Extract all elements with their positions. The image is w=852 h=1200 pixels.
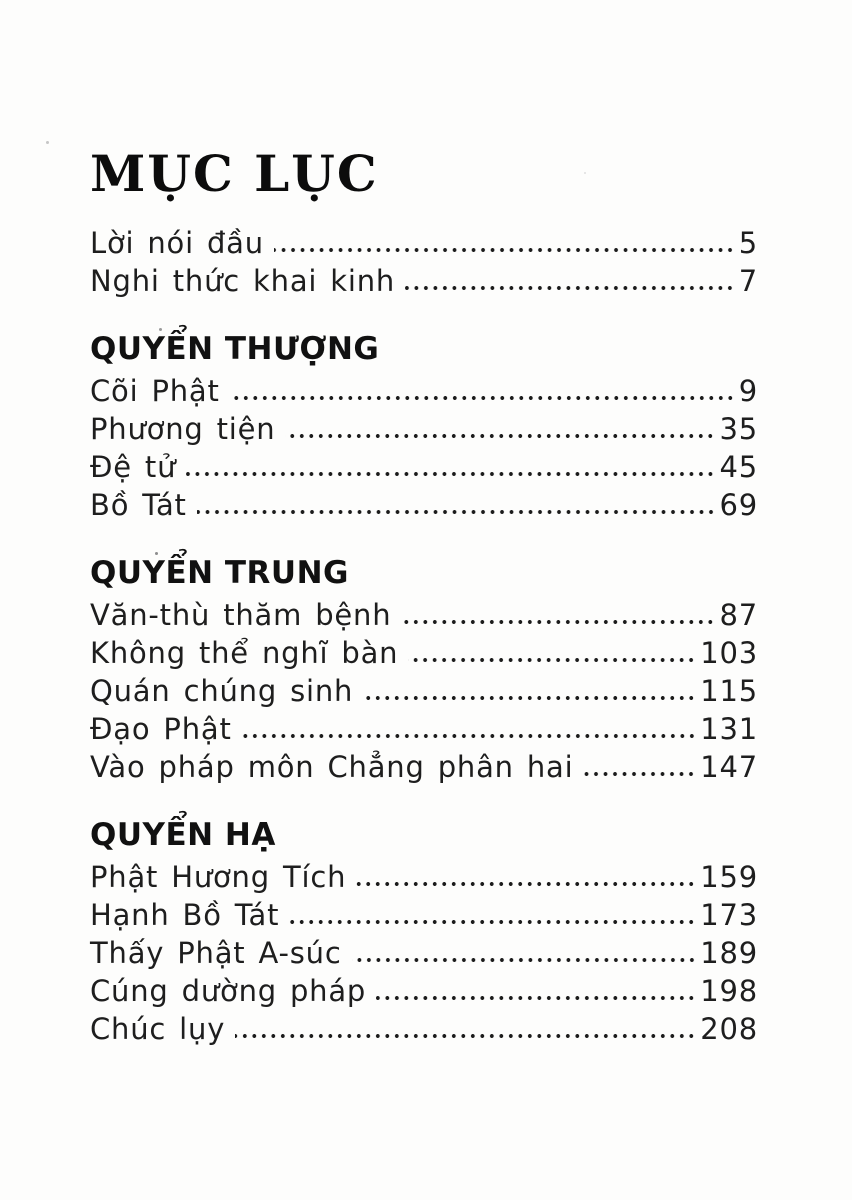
toc-entry-page: 208 [700,1012,758,1046]
dot-leader [274,224,735,262]
toc-entry [90,858,758,896]
scan-speck [46,141,49,144]
toc-entry-label: Quán chúng sinh [90,674,354,708]
toc-entry-page: 173 [700,898,758,932]
dot-leader [376,972,696,1010]
toc-section-heading: QUYỂN THƯỢNG [90,331,380,367]
toc-entry-page: 87 [719,598,758,632]
toc-entry [90,934,758,972]
toc-entry-page: 5 [738,226,758,260]
toc-entry [90,224,758,262]
toc-entry-label: Phương tiện [90,412,276,446]
toc-entry-label: Lời nói đầu [90,226,264,260]
toc-entry-page: 189 [700,936,758,970]
toc-entry-label: Thấy Phật A-súc [90,936,342,970]
toc-section-heading: QUYỂN HẠ [90,817,276,853]
toc-entry-page: 7 [738,264,758,298]
toc-entry [90,634,758,672]
dot-leader [356,858,696,896]
dot-leader [289,896,696,934]
toc-entry [90,410,758,448]
toc-entry [90,372,758,410]
dot-leader [405,262,735,300]
toc-entry-label: Cõi Phật [90,374,220,408]
toc-entry-page: 198 [700,974,758,1008]
toc-entry-label: Không thể nghĩ bàn [90,636,399,670]
toc-entry-page: 45 [719,450,758,484]
page-title: MỤC LỤC [90,144,379,203]
dot-leader [408,634,696,672]
toc-entry-label: Đệ tử [90,450,177,484]
toc-entry-label: Đạo Phật [90,712,232,746]
dot-leader [230,372,735,410]
toc-entry-label: Phật Hương Tích [90,860,347,894]
dot-leader [197,486,716,524]
scan-speck [155,552,158,555]
toc-entry [90,748,758,786]
scan-speck [584,172,586,174]
dot-leader [186,448,715,486]
toc-entry [90,486,758,524]
toc-entry [90,1010,758,1048]
dot-leader [583,748,696,786]
toc-entry [90,596,758,634]
toc-entry-label: Văn-thù thăm bệnh [90,598,392,632]
toc-entry-page: 35 [719,412,758,446]
dot-leader [352,934,697,972]
toc-entry-page: 69 [719,488,758,522]
dot-leader [235,1010,696,1048]
toc-entry [90,672,758,710]
toc-entry-label: Cúng dường pháp [90,974,367,1008]
toc-entry-page: 147 [700,750,758,784]
toc-entry-label: Nghi thức khai kinh [90,264,396,298]
toc-entry-page: 115 [700,674,758,708]
toc-entry-label: Vào pháp môn Chẳng phân hai [90,750,574,784]
toc-entry [90,262,758,300]
toc-entry [90,972,758,1010]
toc-entry-page: 159 [700,860,758,894]
toc-entry-page: 103 [700,636,758,670]
toc-entry-label: Chúc lụy [90,1012,226,1046]
scan-speck [159,328,162,331]
toc-entry-page: 9 [738,374,758,408]
toc-entry-label: Hạnh Bồ Tát [90,898,280,932]
toc-entry-page: 131 [700,712,758,746]
dot-leader [401,596,715,634]
toc-entry [90,896,758,934]
dot-leader [285,410,715,448]
toc-entry [90,710,758,748]
dot-leader [363,672,696,710]
dot-leader [242,710,697,748]
toc-section-heading: QUYỂN TRUNG [90,555,349,591]
toc-entry [90,448,758,486]
toc-entry-label: Bồ Tát [90,488,187,522]
